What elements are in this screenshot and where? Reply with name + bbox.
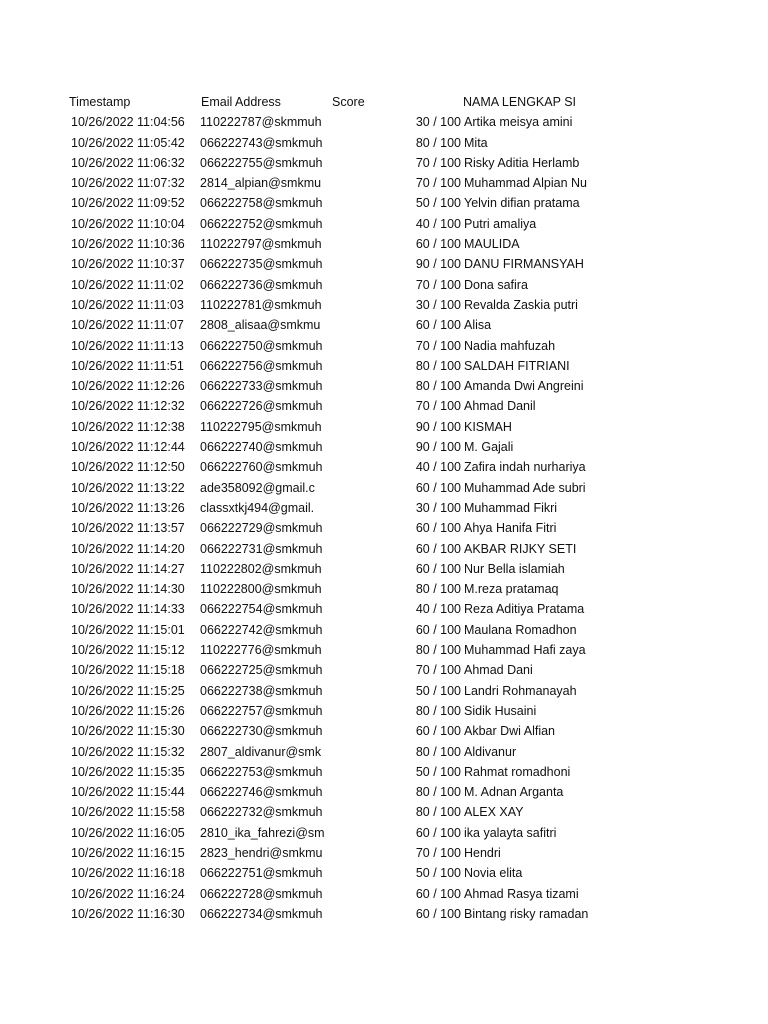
cell-name[interactable]: Ahmad Dani xyxy=(464,663,533,678)
cell-timestamp[interactable]: 10/26/2022 11:10:04 xyxy=(71,216,185,231)
table-row[interactable] xyxy=(0,336,768,356)
table-row[interactable] xyxy=(0,599,768,619)
header-name[interactable]: NAMA LENGKAP SI xyxy=(463,95,577,109)
cell-email[interactable]: 066222752@smkmuh xyxy=(200,216,323,231)
table-row[interactable] xyxy=(0,214,768,234)
cell-name[interactable]: Bintang risky ramadan xyxy=(464,906,589,921)
cell-score[interactable]: 60 / 100 xyxy=(415,886,461,901)
cell-name[interactable]: Artika meisya amini xyxy=(464,115,573,130)
cell-email[interactable]: 066222730@smkmuh xyxy=(200,724,323,739)
cell-email[interactable]: 110222776@smkmuh xyxy=(200,643,322,658)
table-row[interactable] xyxy=(0,173,768,193)
cell-name[interactable]: Amanda Dwi Angreini xyxy=(464,379,584,394)
cell-score[interactable]: 30 / 100 xyxy=(415,297,461,312)
header-timestamp[interactable]: Timestamp xyxy=(69,95,131,109)
cell-timestamp[interactable]: 10/26/2022 11:06:32 xyxy=(71,155,185,170)
cell-name[interactable]: Nur Bella islamiah xyxy=(464,561,565,576)
cell-name[interactable]: Landri Rohmanayah xyxy=(464,683,577,698)
cell-score[interactable]: 70 / 100 xyxy=(415,663,461,678)
cell-name[interactable]: Zafira indah nurhariya xyxy=(464,460,586,475)
cell-score[interactable]: 60 / 100 xyxy=(415,237,461,252)
table-row[interactable] xyxy=(0,579,768,599)
table-row[interactable] xyxy=(0,539,768,559)
cell-name[interactable]: Yelvin difian pratama xyxy=(464,196,580,211)
cell-email[interactable]: 066222732@smkmuh xyxy=(200,805,323,820)
cell-timestamp[interactable]: 10/26/2022 11:11:07 xyxy=(71,318,184,333)
cell-score[interactable]: 30 / 100 xyxy=(415,500,461,515)
cell-timestamp[interactable]: 10/26/2022 11:11:51 xyxy=(71,358,184,373)
cell-name[interactable]: Ahya Hanifa Fitri xyxy=(464,521,557,536)
cell-score[interactable]: 80 / 100 xyxy=(415,785,461,800)
table-row[interactable] xyxy=(0,701,768,721)
cell-timestamp[interactable]: 10/26/2022 11:15:25 xyxy=(71,683,185,698)
cell-score[interactable]: 80 / 100 xyxy=(415,582,461,597)
table-row[interactable] xyxy=(0,417,768,437)
cell-email[interactable]: 2823_hendri@smkmu xyxy=(200,845,323,860)
cell-email[interactable]: 066222756@smkmuh xyxy=(200,358,323,373)
cell-name[interactable]: Muhammad Fikri xyxy=(464,500,558,515)
cell-timestamp[interactable]: 10/26/2022 11:16:18 xyxy=(71,866,185,881)
cell-email[interactable]: 066222734@smkmuh xyxy=(200,906,323,921)
table-row[interactable] xyxy=(0,193,768,213)
cell-timestamp[interactable]: 10/26/2022 11:13:26 xyxy=(71,500,185,515)
table-row[interactable] xyxy=(0,681,768,701)
cell-score[interactable]: 60 / 100 xyxy=(415,825,461,840)
cell-score[interactable]: 60 / 100 xyxy=(415,561,461,576)
cell-name[interactable]: DANU FIRMANSYAH xyxy=(464,257,584,272)
cell-score[interactable]: 80 / 100 xyxy=(415,703,461,718)
header-row xyxy=(0,92,768,112)
table-row[interactable] xyxy=(0,437,768,457)
table-row[interactable] xyxy=(0,376,768,396)
cell-name[interactable]: Nadia mahfuzah xyxy=(464,338,556,353)
cell-name[interactable]: Putri amaliya xyxy=(464,216,537,231)
cell-timestamp[interactable]: 10/26/2022 11:15:12 xyxy=(71,643,185,658)
cell-timestamp[interactable]: 10/26/2022 11:11:03 xyxy=(71,297,184,312)
table-row[interactable] xyxy=(0,153,768,173)
cell-email[interactable]: 2808_alisaa@smkmu xyxy=(200,318,321,333)
spreadsheet xyxy=(0,92,768,924)
cell-email[interactable]: 066222746@smkmuh xyxy=(200,785,323,800)
cell-timestamp[interactable]: 10/26/2022 11:16:30 xyxy=(71,906,185,921)
cell-timestamp[interactable]: 10/26/2022 11:15:58 xyxy=(71,805,185,820)
cell-name[interactable]: Aldivanur xyxy=(464,744,517,759)
cell-score[interactable]: 40 / 100 xyxy=(415,216,461,231)
table-row[interactable] xyxy=(0,559,768,579)
cell-timestamp[interactable]: 10/26/2022 11:13:57 xyxy=(71,521,185,536)
cell-email[interactable]: 2810_ika_fahrezi@sm xyxy=(200,825,325,840)
cell-email[interactable]: 066222729@smkmuh xyxy=(200,521,323,536)
cell-timestamp[interactable]: 10/26/2022 11:07:32 xyxy=(71,176,185,191)
cell-name[interactable]: Sidik Husaini xyxy=(464,703,537,718)
cell-timestamp[interactable]: 10/26/2022 11:16:05 xyxy=(71,825,185,840)
cell-email[interactable]: 066222743@smkmuh xyxy=(200,135,323,150)
table-body xyxy=(0,112,768,924)
cell-score[interactable]: 60 / 100 xyxy=(415,480,461,495)
header-score[interactable]: Score xyxy=(332,95,365,109)
cell-email[interactable]: 066222726@smkmuh xyxy=(200,399,323,414)
cell-timestamp[interactable]: 10/26/2022 11:15:44 xyxy=(71,785,185,800)
cell-timestamp[interactable]: 10/26/2022 11:09:52 xyxy=(71,196,185,211)
cell-timestamp[interactable]: 10/26/2022 11:04:56 xyxy=(71,115,185,130)
cell-score[interactable]: 50 / 100 xyxy=(415,683,461,698)
table-row[interactable] xyxy=(0,295,768,315)
cell-email[interactable]: 066222753@smkmuh xyxy=(200,764,323,779)
cell-timestamp[interactable]: 10/26/2022 11:12:26 xyxy=(71,379,185,394)
table-row[interactable] xyxy=(0,112,768,132)
cell-name[interactable]: Alisa xyxy=(464,318,492,333)
cell-email[interactable]: 110222795@smkmuh xyxy=(200,419,322,434)
cell-email[interactable]: 066222735@smkmuh xyxy=(200,257,323,272)
table-row[interactable] xyxy=(0,356,768,376)
cell-timestamp[interactable]: 10/26/2022 11:12:50 xyxy=(71,460,185,475)
cell-score[interactable]: 80 / 100 xyxy=(415,805,461,820)
cell-timestamp[interactable]: 10/26/2022 11:12:32 xyxy=(71,399,185,414)
cell-email[interactable]: 066222757@smkmuh xyxy=(200,703,323,718)
cell-timestamp[interactable]: 10/26/2022 11:15:30 xyxy=(71,724,185,739)
cell-email[interactable]: 066222751@smkmuh xyxy=(200,866,323,881)
cell-timestamp[interactable]: 10/26/2022 11:16:24 xyxy=(71,886,185,901)
cell-score[interactable]: 80 / 100 xyxy=(415,358,461,373)
cell-timestamp[interactable]: 10/26/2022 11:11:13 xyxy=(71,338,184,353)
cell-timestamp[interactable]: 10/26/2022 11:14:33 xyxy=(71,602,185,617)
table-row[interactable] xyxy=(0,823,768,843)
cell-timestamp[interactable]: 10/26/2022 11:15:26 xyxy=(71,703,185,718)
table-row[interactable] xyxy=(0,843,768,863)
cell-name[interactable]: SALDAH FITRIANI xyxy=(464,358,570,373)
cell-name[interactable]: Ahmad Rasya tizami xyxy=(464,886,579,901)
cell-name[interactable]: Muhammad Hafi zaya xyxy=(464,643,586,658)
cell-timestamp[interactable]: 10/26/2022 11:15:32 xyxy=(71,744,185,759)
cell-timestamp[interactable]: 10/26/2022 11:11:02 xyxy=(71,277,184,292)
cell-score[interactable]: 70 / 100 xyxy=(415,399,461,414)
cell-timestamp[interactable]: 10/26/2022 11:14:27 xyxy=(71,561,185,576)
table-row[interactable] xyxy=(0,640,768,660)
table-row[interactable] xyxy=(0,721,768,741)
cell-name[interactable]: M.reza pratamaq xyxy=(464,582,559,597)
cell-name[interactable]: Revalda Zaskia putri xyxy=(464,297,578,312)
cell-score[interactable]: 30 / 100 xyxy=(415,115,461,130)
cell-email[interactable]: classxtkj494@gmail. xyxy=(200,500,315,515)
table-row[interactable] xyxy=(0,742,768,762)
cell-name[interactable]: Risky Aditia Herlamb xyxy=(464,155,580,170)
table-row[interactable] xyxy=(0,620,768,640)
table-row[interactable] xyxy=(0,498,768,518)
table-row[interactable] xyxy=(0,234,768,254)
cell-name[interactable]: M. Adnan Arganta xyxy=(464,785,564,800)
cell-score[interactable]: 80 / 100 xyxy=(415,135,461,150)
cell-name[interactable]: Mita xyxy=(464,135,488,150)
table-row[interactable] xyxy=(0,254,768,274)
cell-email[interactable]: ade358092@gmail.c xyxy=(200,480,315,495)
cell-email[interactable]: 110222800@smkmuh xyxy=(200,582,322,597)
cell-email[interactable]: 066222728@smkmuh xyxy=(200,886,323,901)
cell-name[interactable]: Maulana Romadhon xyxy=(464,622,577,637)
cell-score[interactable]: 70 / 100 xyxy=(415,845,461,860)
table-row[interactable] xyxy=(0,904,768,924)
cell-email[interactable]: 066222731@smkmuh xyxy=(200,541,323,556)
table-row[interactable] xyxy=(0,762,768,782)
cell-score[interactable]: 90 / 100 xyxy=(415,419,461,434)
table-row[interactable] xyxy=(0,802,768,822)
cell-email[interactable]: 066222742@smkmuh xyxy=(200,622,323,637)
cell-email[interactable]: 066222754@smkmuh xyxy=(200,602,323,617)
cell-timestamp[interactable]: 10/26/2022 11:10:37 xyxy=(71,257,185,272)
table-row[interactable] xyxy=(0,275,768,295)
cell-email[interactable]: 2807_aldivanur@smk xyxy=(200,744,322,759)
cell-name[interactable]: ALEX XAY xyxy=(464,805,524,820)
cell-name[interactable]: M. Gajali xyxy=(464,440,514,455)
table-row[interactable] xyxy=(0,782,768,802)
cell-name[interactable]: MAULIDA xyxy=(464,237,520,252)
table-row[interactable] xyxy=(0,396,768,416)
cell-name[interactable]: Novia elita xyxy=(464,866,523,881)
table-row[interactable] xyxy=(0,863,768,883)
cell-name[interactable]: KISMAH xyxy=(464,419,512,434)
table-row[interactable] xyxy=(0,884,768,904)
cell-timestamp[interactable]: 10/26/2022 11:15:18 xyxy=(71,663,185,678)
cell-score[interactable]: 60 / 100 xyxy=(415,724,461,739)
cell-timestamp[interactable]: 10/26/2022 11:12:38 xyxy=(71,419,185,434)
cell-email[interactable]: 110222781@smkmuh xyxy=(200,297,322,312)
cell-name[interactable]: AKBAR RIJKY SETI xyxy=(464,541,577,556)
cell-timestamp[interactable]: 10/26/2022 11:15:35 xyxy=(71,764,185,779)
cell-email[interactable]: 066222738@smkmuh xyxy=(200,683,323,698)
cell-score[interactable]: 80 / 100 xyxy=(415,643,461,658)
cell-name[interactable]: Muhammad Ade subri xyxy=(464,480,586,495)
cell-name[interactable]: Dona safira xyxy=(464,277,528,292)
cell-score[interactable]: 90 / 100 xyxy=(415,440,461,455)
cell-email[interactable]: 066222736@smkmuh xyxy=(200,277,323,292)
cell-score[interactable]: 70 / 100 xyxy=(415,155,461,170)
table-row[interactable] xyxy=(0,457,768,477)
cell-score[interactable]: 70 / 100 xyxy=(415,176,461,191)
cell-score[interactable]: 50 / 100 xyxy=(415,866,461,881)
cell-name[interactable]: Hendri xyxy=(464,845,501,860)
cell-email[interactable]: 2814_alpian@smkmu xyxy=(200,176,322,191)
cell-score[interactable]: 40 / 100 xyxy=(415,460,461,475)
cell-score[interactable]: 50 / 100 xyxy=(415,196,461,211)
cell-name[interactable]: Akbar Dwi Alfian xyxy=(464,724,556,739)
cell-timestamp[interactable]: 10/26/2022 11:14:20 xyxy=(71,541,185,556)
cell-name[interactable]: Ahmad Danil xyxy=(464,399,536,414)
cell-timestamp[interactable]: 10/26/2022 11:05:42 xyxy=(71,135,185,150)
cell-score[interactable]: 90 / 100 xyxy=(415,257,461,272)
cell-email[interactable]: 110222797@smkmuh xyxy=(200,237,322,252)
cell-score[interactable]: 70 / 100 xyxy=(415,277,461,292)
cell-email[interactable]: 066222740@smkmuh xyxy=(200,440,323,455)
cell-timestamp[interactable]: 10/26/2022 11:16:15 xyxy=(71,845,185,860)
cell-email[interactable]: 066222760@smkmuh xyxy=(200,460,323,475)
cell-score[interactable]: 50 / 100 xyxy=(415,764,461,779)
cell-email[interactable]: 066222725@smkmuh xyxy=(200,663,323,678)
cell-timestamp[interactable]: 10/26/2022 11:12:44 xyxy=(71,440,185,455)
cell-score[interactable]: 60 / 100 xyxy=(415,318,461,333)
cell-timestamp[interactable]: 10/26/2022 11:10:36 xyxy=(71,237,185,252)
cell-email[interactable]: 066222758@smkmuh xyxy=(200,196,323,211)
cell-email[interactable]: 110222787@skmmuh xyxy=(200,115,322,130)
cell-email[interactable]: 066222750@smkmuh xyxy=(200,338,323,353)
cell-score[interactable]: 80 / 100 xyxy=(415,379,461,394)
cell-name[interactable]: Rahmat romadhoni xyxy=(464,764,571,779)
cell-score[interactable]: 70 / 100 xyxy=(415,338,461,353)
cell-score[interactable]: 60 / 100 xyxy=(415,622,461,637)
cell-score[interactable]: 80 / 100 xyxy=(415,744,461,759)
header-email[interactable]: Email Address xyxy=(201,95,281,109)
cell-name[interactable]: ika yalayta safitri xyxy=(464,825,557,840)
cell-email[interactable]: 066222755@smkmuh xyxy=(200,155,323,170)
cell-timestamp[interactable]: 10/26/2022 11:13:22 xyxy=(71,480,185,495)
cell-name[interactable]: Muhammad Alpian Nu xyxy=(464,176,587,191)
table-row[interactable] xyxy=(0,518,768,538)
cell-score[interactable]: 60 / 100 xyxy=(415,906,461,921)
cell-email[interactable]: 110222802@smkmuh xyxy=(200,561,322,576)
table-row[interactable] xyxy=(0,133,768,153)
cell-email[interactable]: 066222733@smkmuh xyxy=(200,379,323,394)
cell-name[interactable]: Reza Aditiya Pratama xyxy=(464,602,585,617)
table-row[interactable] xyxy=(0,478,768,498)
cell-score[interactable]: 60 / 100 xyxy=(415,541,461,556)
cell-timestamp[interactable]: 10/26/2022 11:14:30 xyxy=(71,582,185,597)
cell-score[interactable]: 40 / 100 xyxy=(415,602,461,617)
cell-score[interactable]: 60 / 100 xyxy=(415,521,461,536)
table-row[interactable] xyxy=(0,660,768,680)
cell-timestamp[interactable]: 10/26/2022 11:15:01 xyxy=(71,622,185,637)
table-row[interactable] xyxy=(0,315,768,335)
